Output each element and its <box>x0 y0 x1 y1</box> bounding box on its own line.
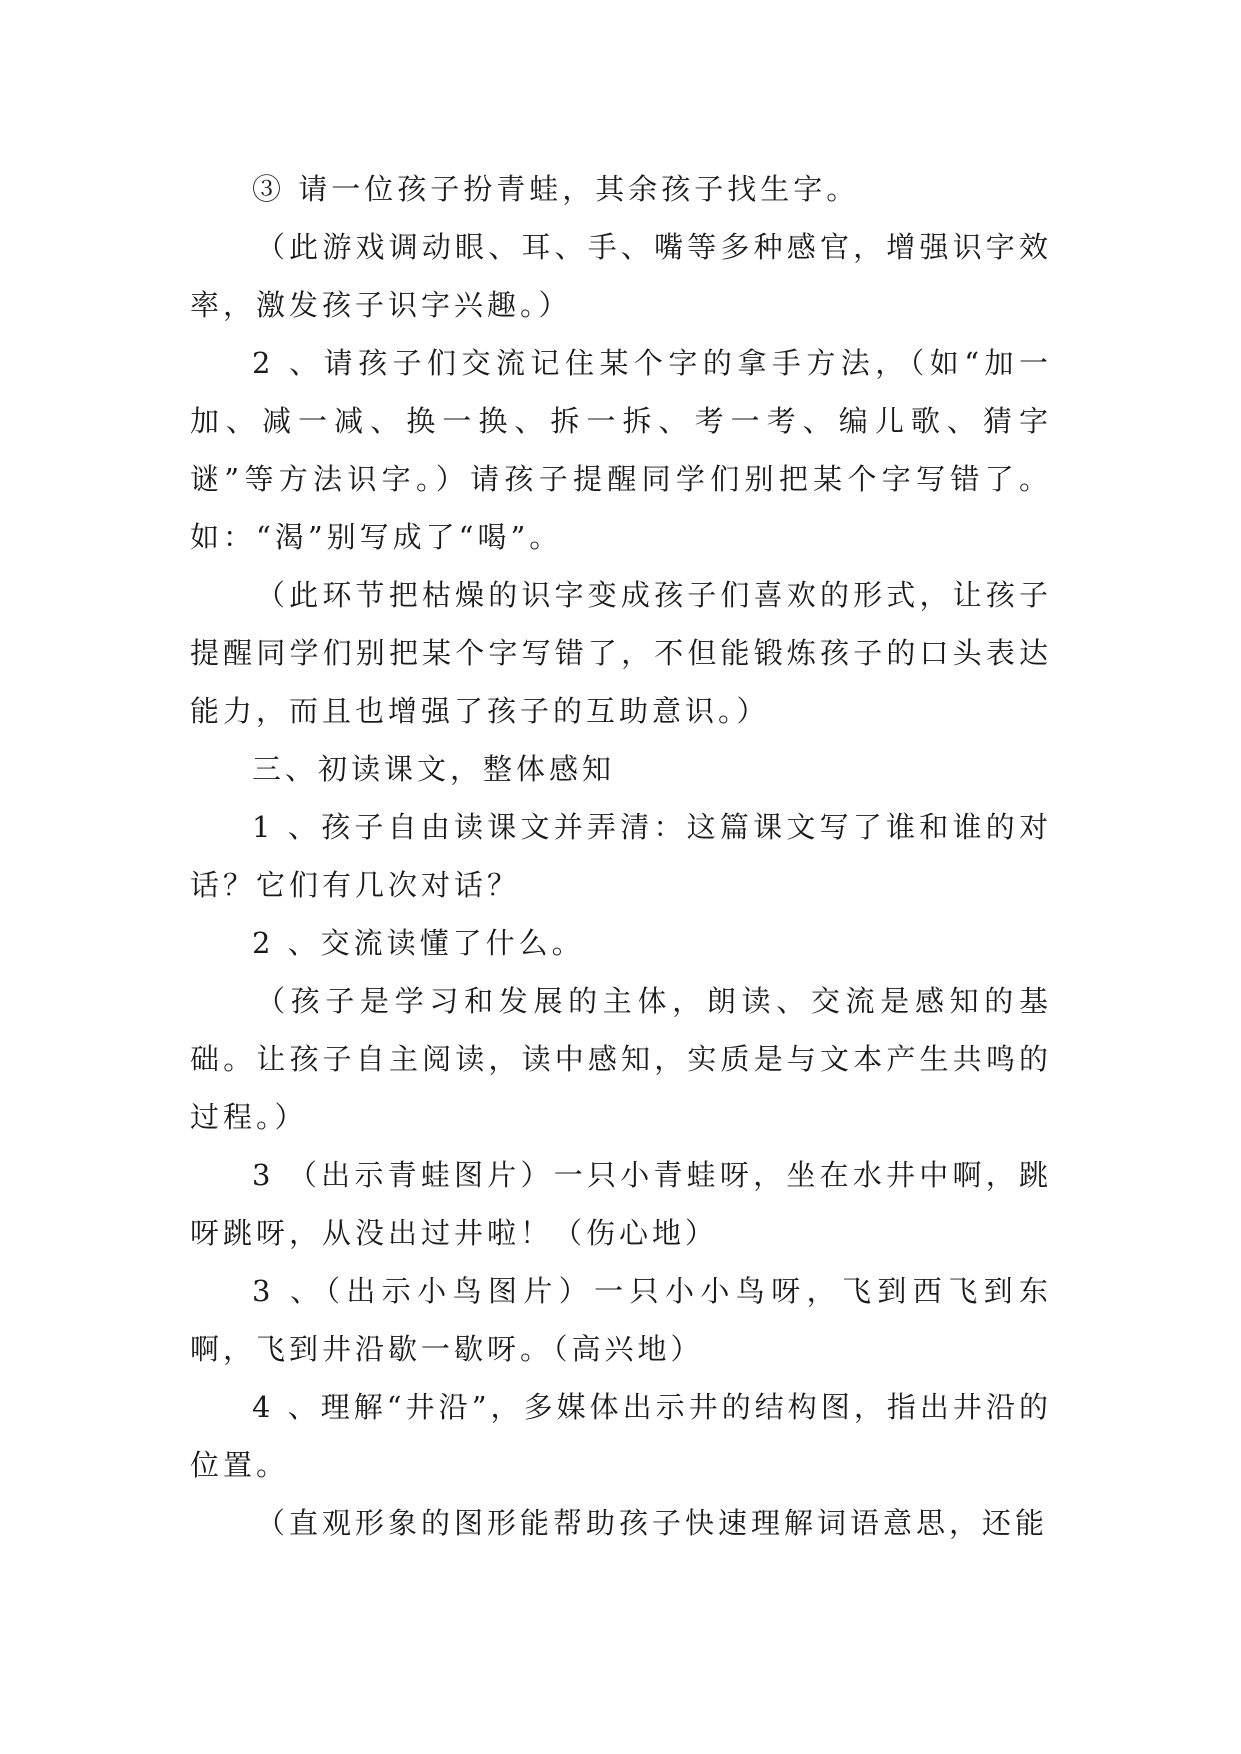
paragraph-note-visual: （直观形象的图形能帮助孩子快速理解词语意思，还能 <box>256 1506 1049 1540</box>
paragraph-step-1-free-reading: 1 、孩子自由读课文并弄清：这篇课文写了谁和谁的对话？它们有几次对话？ <box>190 810 1052 902</box>
paragraph-step-3-bird: 3 、（出示小鸟图片）一只小小鸟呀，飞到西飞到东啊，飞到井沿歇一歇呀。（高兴地） <box>190 1274 1052 1366</box>
section-heading-first-reading: 三、初读课文，整体感知 <box>252 752 616 786</box>
paragraph-step-2-exchange: 2 、交流读懂了什么。 <box>252 926 585 960</box>
paragraph-game-step-3: ③ 请一位孩子扮青蛙，其余孩子找生字。 <box>252 172 860 206</box>
document-body <box>190 160 1052 1552</box>
paragraph-step-3-frog: 3 （出示青蛙图片）一只小青蛙呀，坐在水井中啊，跳呀跳呀，从没出过井啦！（伤心地） <box>190 1158 1052 1250</box>
paragraph-note-reading: （孩子是学习和发展的主体，朗读、交流是感知的基础。让孩子自主阅读，读中感知，实质是与文本产生共鸣的过程。） <box>190 984 1052 1134</box>
paragraph-step-2-methods: 2 、请孩子们交流记住某个字的拿手方法，（如“加一加、减一减、换一换、拆一拆、考一考、编儿歌、猜字谜”等方法识字。）请孩子提醒同学们别把某个字写错了。如：“渴”别写成了“喝”。 <box>190 346 1052 554</box>
paragraph-note-game: （此游戏调动眼、耳、手、嘴等多种感官，增强识字效率，激发孩子识字兴趣。） <box>190 230 1052 322</box>
paragraph-note-literacy: （此环节把枯燥的识字变成孩子们喜欢的形式，让孩子提醒同学们别把某个字写错了，不但能锻炼孩子的口头表达能力，而且也增强了孩子的互助意识。） <box>190 578 1052 728</box>
paragraph-step-4-well-rim: 4 、理解“井沿”，多媒体出示井的结构图，指出井沿的位置。 <box>190 1390 1052 1482</box>
